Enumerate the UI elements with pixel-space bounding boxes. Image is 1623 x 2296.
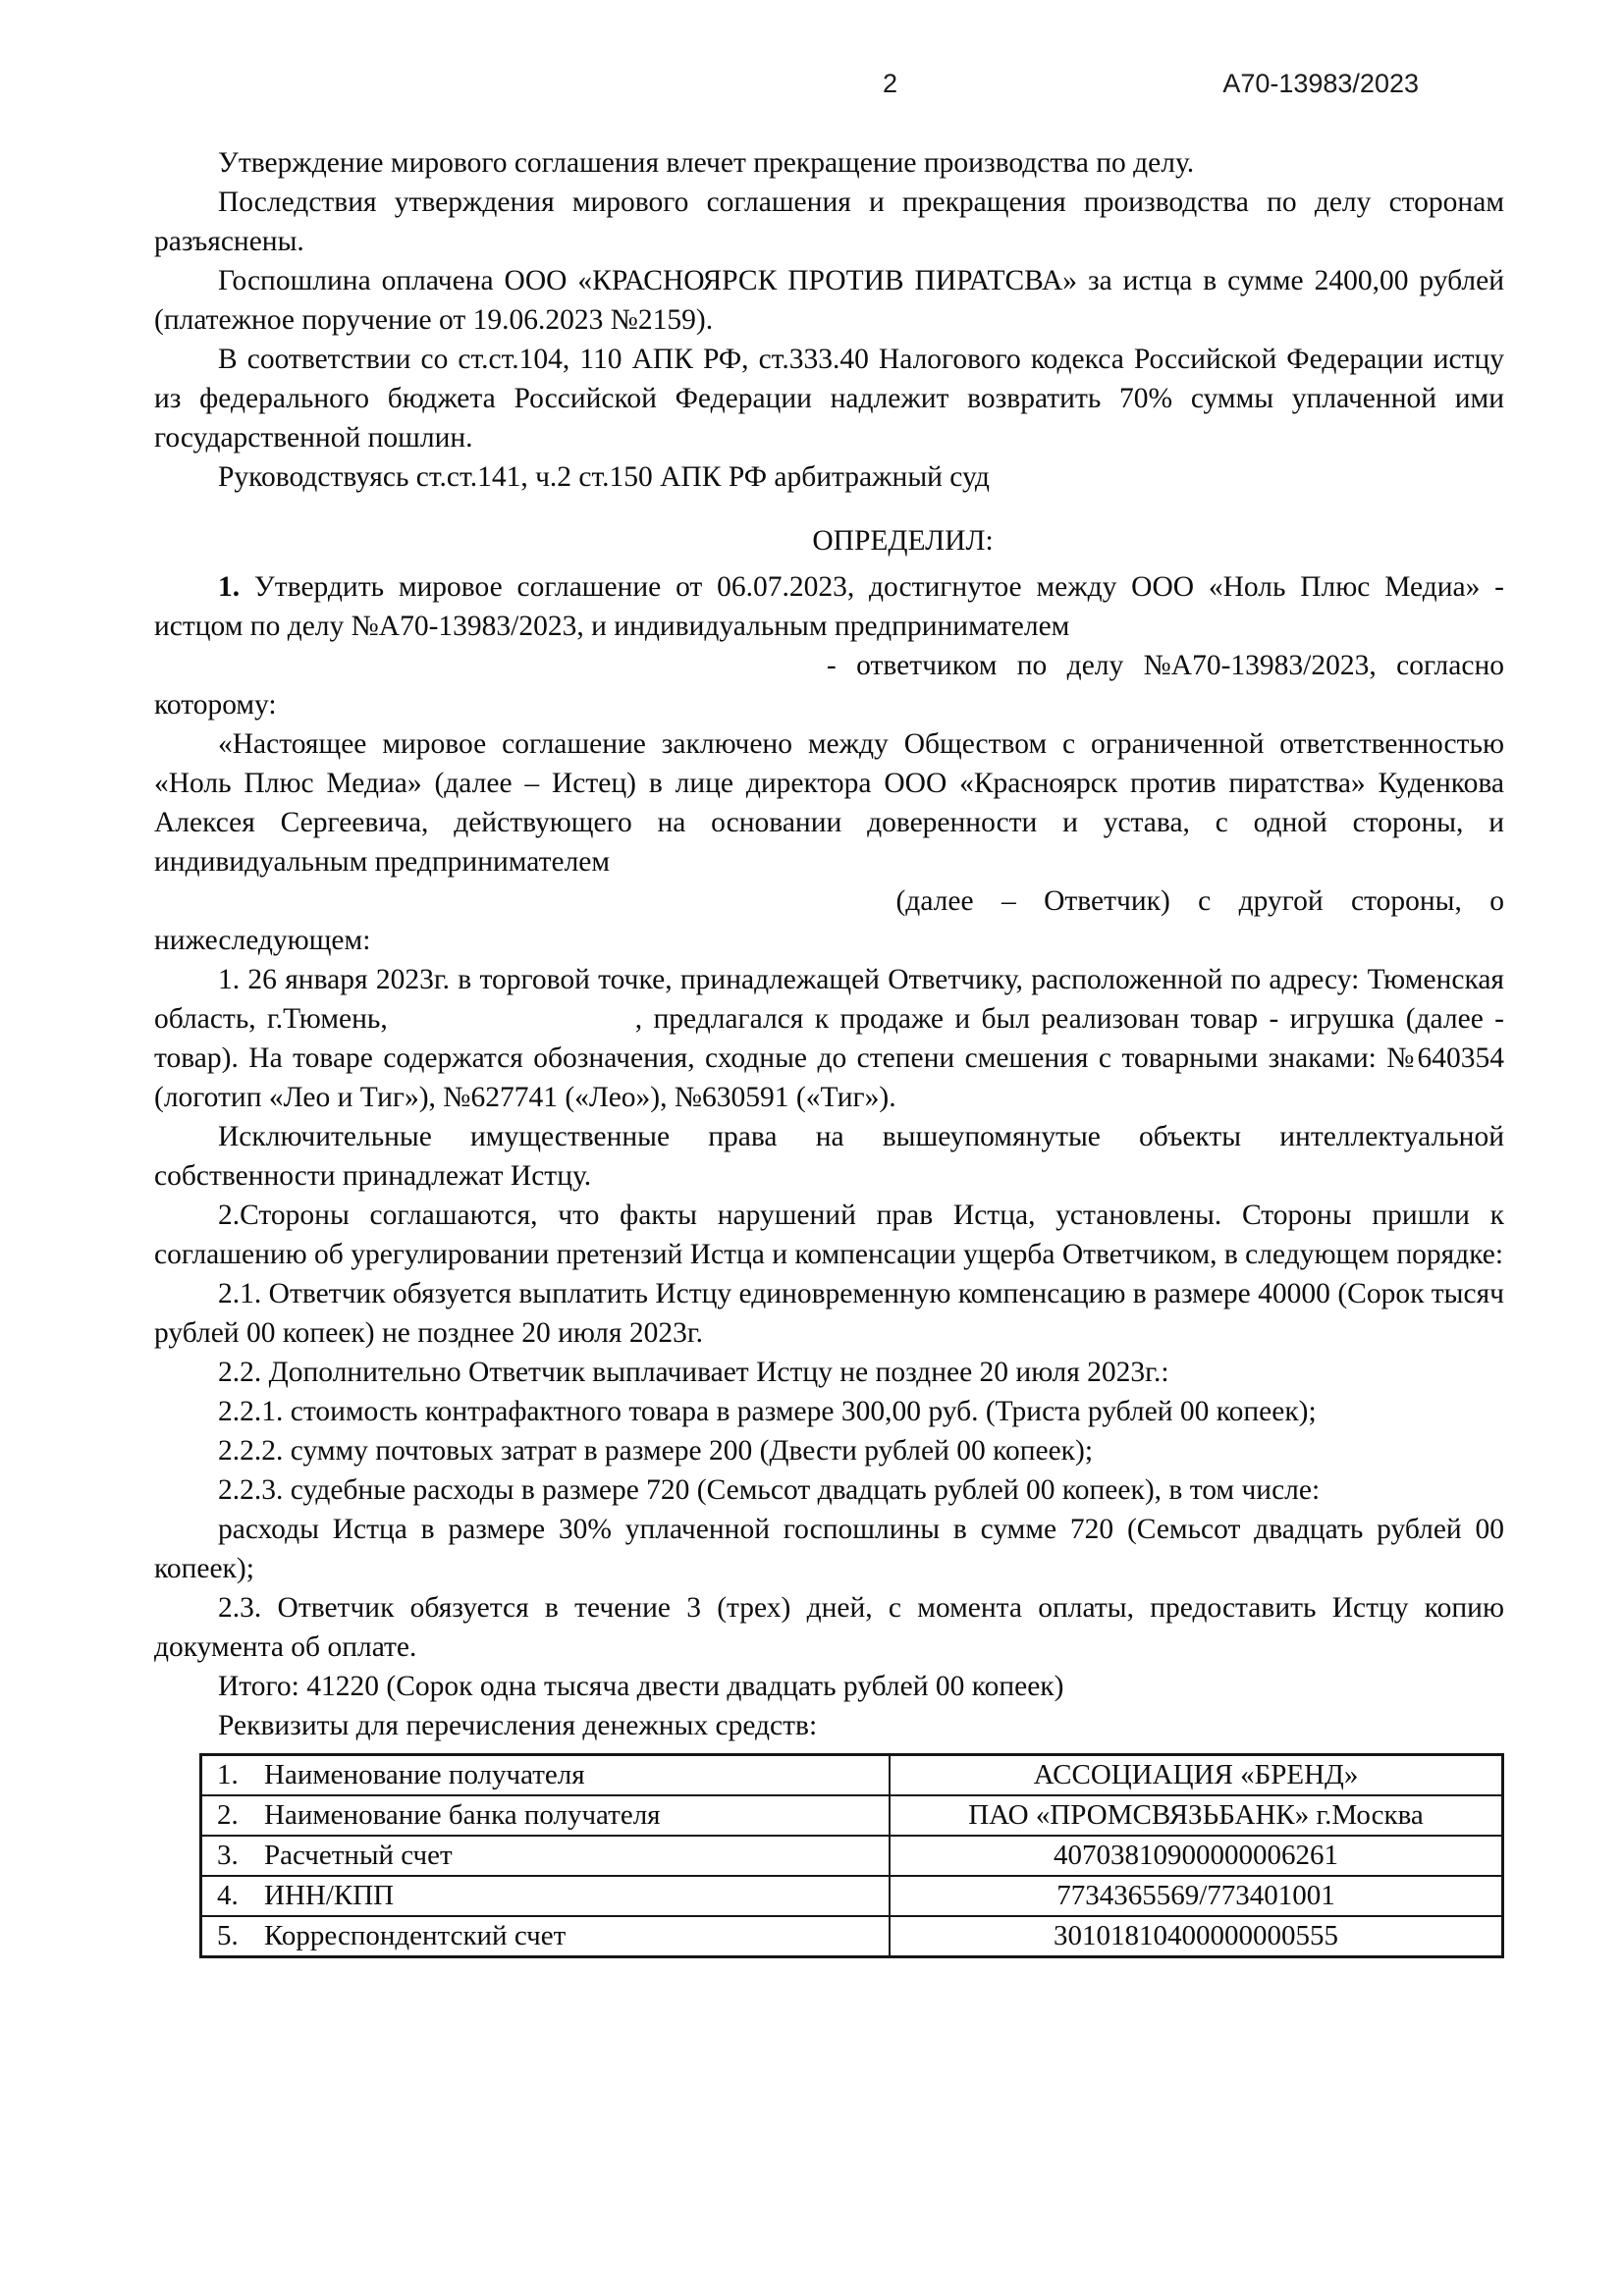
para-clause-2-2-2: 2.2.2. сумму почтовых затрат в размере 200 (Двести рублей 00 копеек); [218,1435,1094,1467]
para-defendant-line: - ответчиком по делу №А70-13983/2023, согласно [826,650,1504,681]
row-label: Расчетный счет [264,1839,453,1871]
row-number: 5. [217,1919,239,1951]
table-row [201,1755,1503,1796]
para-settlement-intro: «Настоящее мировое соглашение заключено между Обществом с ограниченной ответственностью «Ноль Плюс Медиа» (далее – Истец) в лице директора ООО «Красноярск против пиратства» Куденкова Алексея Сергеевича, действующего на основании доверенности и устава, с одной стороны, и индивидуальным предпринимателем [154,728,1504,878]
row-value: ПАО «ПРОМСВЯЗЬБАНК» г.Москва [890,1795,1503,1836]
para-exclusive-rights: Исключительные имущественные права на вышеупомянутые объекты интеллектуальной собственности принадлежат Истцу. [154,1121,1504,1192]
para-clause-2: 2.Стороны соглашаются, что факты нарушений прав Истца, установлены. Стороны пришли к соглашению об урегулировании претензий Истца и компенсации ущерба Ответчиком, в следующем порядке: [154,1200,1504,1270]
row-number: 1. [217,1758,239,1790]
para-approval-effect: Утверждение мирового соглашения влечет прекращение производства по делу. [218,147,1195,179]
para-requisites-title: Реквизиты для перечисления денежных средств: [218,1710,818,1741]
page-number: 2 [883,69,898,98]
para-clause-2-3: 2.3. Ответчик обязуется в течение 3 (трех) дней, с момента оплаты, предоставить Истцу копию документа об оплате. [154,1592,1504,1663]
row-number: 4. [217,1879,239,1911]
redacted-address-gap [388,1027,635,1028]
para-approve-settlement [154,567,1504,646]
para-clause-2-1: 2.1. Ответчик обязуется выплатить Истцу единовременную компенсацию в размере 40000 (Сорок тысяч рублей 00 копеек) не позднее 20 июля 2023г. [154,1278,1504,1349]
row-label: Наименование получателя [264,1758,585,1790]
table-row [201,1876,1503,1916]
para-clause-1 [154,960,1504,1117]
para-guided-by: Руководствуясь ст.ст.141, ч.2 ст.150 АПК РФ арбитражный суд [218,461,990,493]
para-duty-30-percent: расходы Истца в размере 30% уплаченной госпошлины в сумме 720 (Семьсот двадцать рублей 00 копеек); [154,1514,1504,1584]
para-respondent-line: (далее – Ответчик) с другой стороны, о [895,885,1504,917]
para-which-tail: которому: [154,689,277,721]
table-row [201,1836,1503,1876]
row-label: ИНН/КПП [264,1879,395,1911]
table-row [201,1795,1503,1836]
requisites-table [199,1753,1504,1958]
para-total: Итого: 41220 (Сорок одна тысяча двести двадцать рублей 00 копеек) [218,1671,1064,1702]
row-value: 30101810400000000555 [890,1916,1503,1957]
document-body [154,143,1504,1958]
item-1-text: Утвердить мировое соглашение от 06.07.2023, достигнутое между ООО «Ноль Плюс Медиа» - истцом по делу №А70-13983/2023, и индивидуальным предпринимателем [154,571,1504,642]
clause-1-after-redaction: , предлагался к продаже и был реализован товар - игрушка (далее - товар). На товаре содержатся обозначения, сходные до степени смешения с товарными знаками: №640354 (логотип «Лео и Тиг»), №627741 («Лео»), №630591 («Тиг»). [154,1003,1504,1113]
row-label: Наименование банка получателя [264,1798,661,1831]
para-clause-2-2-3: 2.2.3. судебные расходы в размере 720 (Семьсот двадцать рублей 00 копеек), в том числе: [218,1474,1321,1506]
para-clause-2-2: 2.2. Дополнительно Ответчик выплачивает Истцу не позднее 20 июля 2023г.: [218,1357,1169,1388]
row-number: 3. [217,1839,239,1871]
ruling-heading: ОПРЕДЕЛИЛ: [812,525,994,557]
para-state-duty-paid: Госпошлина оплачена ООО «КРАСНОЯРСК ПРОТИВ ПИРАТСВА» за истца в сумме 2400,00 рублей (платежное поручение от 19.06.2023 №2159). [154,265,1504,336]
para-following-tail: нижеследующем: [154,925,371,956]
item-1-number: 1. [218,571,241,603]
row-label: Корреспондентский счет [264,1919,567,1951]
row-number: 2. [217,1798,239,1831]
table-row [201,1916,1503,1957]
page-header [0,69,1623,104]
para-clause-2-2-1: 2.2.1. стоимость контрафактного товара в размере 300,00 руб. (Триста рублей 00 копеек); [218,1396,1317,1427]
para-duty-refund: В соответствии со ст.ст.104, 110 АПК РФ, ст.333.40 Налогового кодекса Российской Федерации истцу из федерального бюджета Российской Федерации надлежит возвратить 70% суммы уплаченной ими государственной пошлин. [154,344,1504,454]
row-value: АССОЦИАЦИЯ «БРЕНД» [890,1755,1503,1796]
case-number: А70-13983/2023 [1222,69,1419,98]
clause-1-before-redaction: 1. 26 января 2023г. в торговой точке, принадлежащей Ответчику, расположенной по адресу: Тюменская область, г.Тюмень, [154,964,1504,1035]
row-value: 40703810900000006261 [890,1836,1503,1876]
row-value: 7734365569/773401001 [890,1876,1503,1916]
para-consequences: Последствия утверждения мирового соглашения и прекращения производства по делу сторонам разъяснены. [154,187,1504,257]
